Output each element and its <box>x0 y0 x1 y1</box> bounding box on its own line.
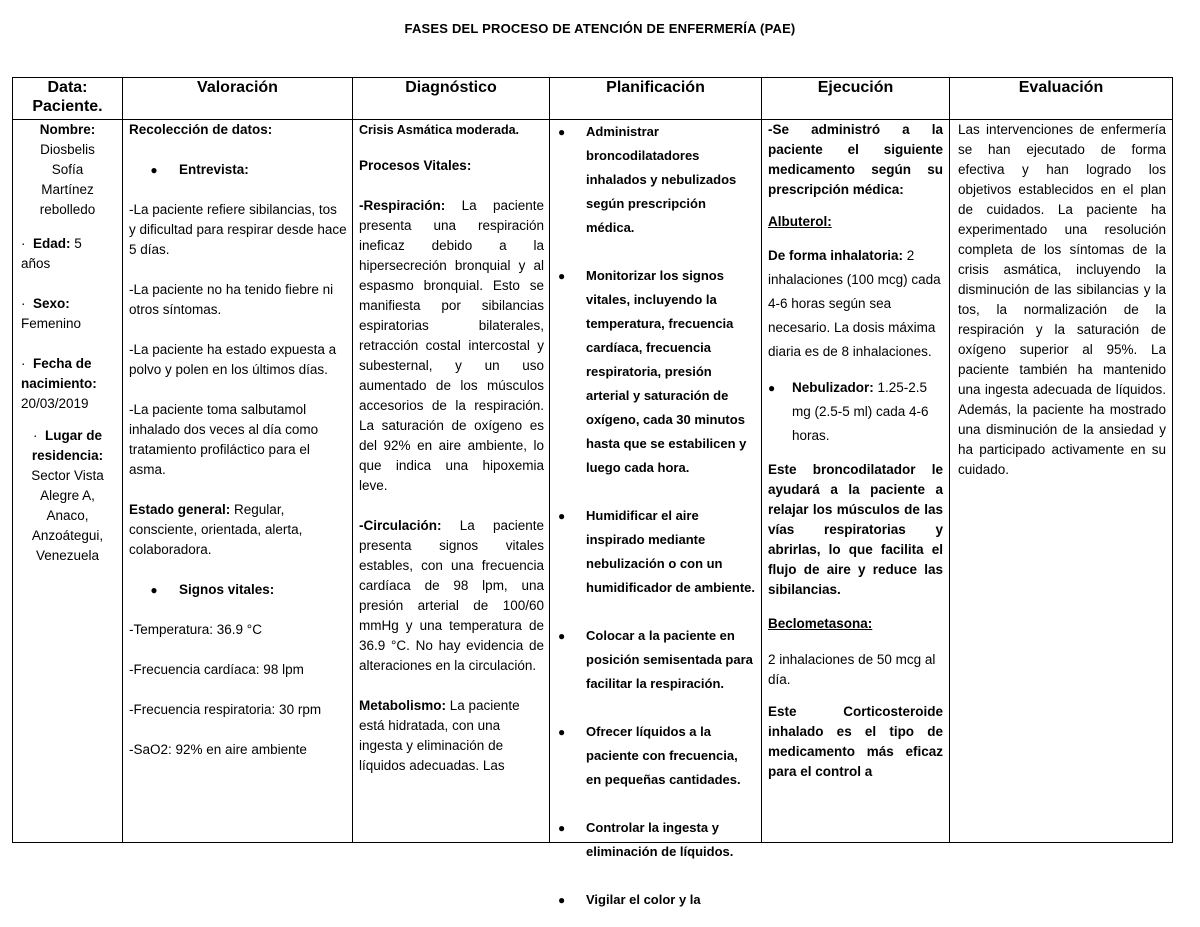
ejecucion-cell <box>762 120 950 843</box>
evaluacion-text: Las intervenciones de enfermería se han ejecutado de forma efectiva y han logrado los objetivos establecidos en el plan de cuidados. La paciente ha experimentado una resolución completa de los síntomas de la crisis asmática, incluyendo la disminución de las sibilancias y la tos, la normalización de la respiración y la saturación de oxígeno superior al 95%. La paciente también ha mantenido una ingesta adecuada de líquidos. Además, la paciente ha mostrado una disminución de la ansiedad y ha participado activamente en su cuidado. <box>958 122 1166 477</box>
signos-item: -SaO2: 92% en aire ambiente <box>129 742 307 757</box>
edad-label: Edad: <box>33 236 71 251</box>
nombre-line: Martínez <box>41 182 94 197</box>
bullet-icon: ● <box>558 269 566 283</box>
plan-item: Humidificar el aire inspirado mediante nebulización o con un humidificador de ambiente. <box>586 508 756 595</box>
bullet-icon: ● <box>558 509 566 523</box>
header-evaluacion: Evaluación <box>950 78 1173 120</box>
nombre-line: Diosbelis <box>40 142 95 157</box>
estado-label: Estado general: <box>129 502 231 517</box>
lugar-label-2: residencia: <box>31 448 104 463</box>
edad-unit: años <box>21 256 51 271</box>
respiracion-label: -Respiración: <box>359 198 446 213</box>
content-row <box>13 120 1173 843</box>
estado-text: Regular, consciente, orientada, alerta, colaboradora. <box>129 502 303 557</box>
valoracion-cell <box>123 120 353 843</box>
plan-item: Vigilar el color y la <box>586 892 701 907</box>
nebulizador-text: 1.25-2.5 mg (2.5-5 ml) cada 4-6 horas. <box>792 380 929 443</box>
nombre-label: Nombre: <box>39 122 96 137</box>
header-ejecucion: Ejecución <box>762 78 950 120</box>
header-row <box>13 78 1173 120</box>
bullet-icon: ● <box>558 893 566 907</box>
nombre-line: Sofía <box>51 162 84 177</box>
bullet-icon: ● <box>558 725 566 739</box>
bullet-icon: ● <box>558 125 566 139</box>
entrevista-heading: Entrevista: <box>179 162 249 177</box>
plan-item: Administrar broncodilatadores inhalados y nebulizados según prescripción médica. <box>586 124 737 235</box>
inhalatoria-text: 2 inhalaciones (100 mcg) cada 4-6 horas según sea necesario. La dosis máxima diaria es de 8 inhalaciones. <box>768 248 941 359</box>
bullet-icon: ● <box>768 381 776 395</box>
metabolismo-label: Metabolismo: <box>359 698 447 713</box>
planificacion-cell <box>550 120 762 907</box>
albuterol-heading: Albuterol: <box>768 214 832 229</box>
entrevista-item: -La paciente no ha tenido fiebre ni otros síntomas. <box>129 282 334 317</box>
sexo-label: Sexo: <box>33 296 70 311</box>
recoleccion-heading: Recolección de datos: <box>129 122 273 137</box>
sexo-value: Femenino <box>21 316 82 331</box>
inhalatoria-label: De forma inhalatoria: <box>768 248 904 263</box>
evaluacion-cell <box>950 120 1173 843</box>
fecha-label: Fecha de <box>33 356 92 371</box>
edad-value: 5 <box>74 236 82 251</box>
fecha-value: 20/03/2019 <box>21 396 89 411</box>
metabolismo-text: La paciente está hidratada, con una ingesta y eliminación de líquidos adecuadas. Las <box>359 698 520 773</box>
respiracion-text: La paciente presenta una respiración ineficaz debido a la hipersecreción bronquial y al espasmo bronquial. Esto se manifiesta por sibilancias espiratorias bilaterales, retracción costal intercostal y subesternal, y un uso aumentado de los músculos accesorios de la respiración. La saturación de oxígeno es del 92% en aire ambiente, lo que indica una hipoxemia leve. <box>359 198 544 493</box>
bullet-icon: ● <box>150 583 158 597</box>
circulacion-label: -Circulación: <box>359 518 442 533</box>
broncodilatador-text: Este broncodilatador le ayudará a la paciente a relajar los músculos de las vías respiratorias y abrirlas, lo que facilita el flujo de aire y reduce las sibilancias. <box>768 462 943 597</box>
entrevista-item: -La paciente refiere sibilancias, tos y dificultad para respirar desde hace 5 días. <box>129 202 347 257</box>
circulacion-text: La paciente presenta signos vitales estables, con una frecuencia cardíaca de 98 lpm, una presión arterial de 100/60 mmHg y una temperatura de 36.9 °C. No hay evidencia de alteraciones en la circulación. <box>359 518 544 673</box>
diagnostico-cell <box>353 120 550 843</box>
signos-item: -Temperatura: 36.9 °C <box>129 622 262 637</box>
fecha-label-2: nacimiento: <box>21 376 97 391</box>
pae-table <box>12 77 1173 907</box>
entrevista-item: -La paciente toma salbutamol inhalado dos veces al día como tratamiento profiláctico para el asma. <box>129 402 319 477</box>
crisis-text: Crisis Asmática moderada. <box>359 123 520 137</box>
lugar-line: Anaco, <box>46 508 89 523</box>
lugar-line: Venezuela <box>35 548 100 563</box>
bullet-icon: ● <box>558 821 566 835</box>
beclometasona-heading: Beclometasona: <box>768 616 873 631</box>
lugar-line: Anzoátegui, <box>31 528 104 543</box>
lugar-line: Sector Vista <box>31 468 104 483</box>
plan-item: Monitorizar los signos vitales, incluyendo la temperatura, frecuencia cardíaca, frecuencia respiratoria, presión arterial y saturación de oxígeno, cada 30 minutos hasta que se estabilicen y luego cada hora. <box>586 268 747 475</box>
plan-item: Colocar a la paciente en posición semisentada para facilitar la respiración. <box>586 628 753 691</box>
signos-item: -Frecuencia respiratoria: 30 rpm <box>129 702 322 717</box>
header-data-paciente: Data: Paciente. <box>13 78 123 120</box>
header-diagnostico: Diagnóstico <box>353 78 550 120</box>
entrevista-item: -La paciente ha estado expuesta a polvo y polen en los últimos días. <box>129 342 337 377</box>
plan-item: Controlar la ingesta y eliminación de líquidos. <box>586 820 734 859</box>
patient-data-cell: Nombre: Diosbelis Sofía Martínez rebolledo · Edad: 5 años · Sexo: Femenino · Fecha de nacimiento: 20/03/2019 · Lugar de residencia: Sector Vista Alegre A, Anaco, Anzoátegui, Venezuela <box>13 120 123 843</box>
lugar-label: Lugar de <box>44 428 102 443</box>
header-valoracion: Valoración <box>123 78 353 120</box>
signos-heading: Signos vitales: <box>179 582 275 597</box>
corticosteroide-text: Este Corticosteroide inhalado es el tipo de medicamento más eficaz para el control a <box>768 704 943 779</box>
nebulizador-label: Nebulizador: <box>792 380 874 395</box>
bullet-icon: ● <box>558 629 566 643</box>
procesos-heading: Procesos Vitales: <box>359 158 472 173</box>
document-title: FASES DEL PROCESO DE ATENCIÓN DE ENFERMERÍA (PAE) <box>404 21 796 36</box>
bullet-icon: ● <box>150 163 158 177</box>
beclometasona-dosis: 2 inhalaciones de 50 mcg al día. <box>768 652 936 687</box>
ejecucion-intro: -Se administró a la paciente el siguiente medicamento según su prescripción médica: <box>768 122 943 197</box>
plan-item: Ofrecer líquidos a la paciente con frecuencia, en pequeñas cantidades. <box>586 724 741 787</box>
signos-item: -Frecuencia cardíaca: 98 lpm <box>129 662 304 677</box>
header-planificacion: Planificación <box>550 78 762 120</box>
nombre-line: rebolledo <box>39 202 96 217</box>
lugar-line: Alegre A, <box>40 488 95 503</box>
